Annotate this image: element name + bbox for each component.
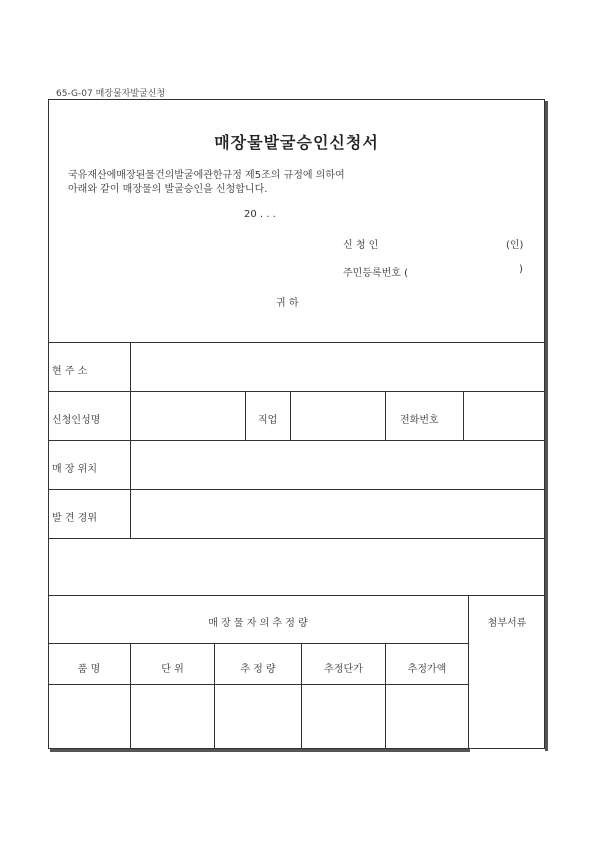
intro-line-1: 국유재산에매장된물건의발굴에관한규정 제5조의 규정에 의하여 [68,170,345,181]
rule-row-5 [48,595,545,596]
estimated-value-cell[interactable] [386,685,467,748]
col-estimated-quantity: 추 정 량 [240,664,276,675]
resident-number-close: ) [519,264,523,275]
occupation-field[interactable] [291,392,384,439]
phone-field[interactable] [464,392,544,439]
estimated-unit-price-cell[interactable] [302,685,384,748]
addressee: 귀 하 [276,298,299,309]
form-title: 매장물발굴승인신청서 [214,133,379,152]
burial-location-label: 매 장 위치 [52,464,97,475]
col-estimated-unit-price: 추정단가 [324,664,363,675]
applicant-label: 신 청 인 [343,240,379,251]
address-field[interactable] [131,343,544,390]
attachments-cell[interactable] [469,644,544,748]
divider-phone-label [385,391,386,440]
occupation-label: 직업 [258,415,278,426]
col-unit: 단 위 [161,664,184,675]
col-estimated-value: 추정가액 [407,664,447,675]
item-name-cell[interactable] [49,685,129,748]
date-field[interactable]: 20 . . . [244,209,276,220]
frame-shadow-right [545,101,548,751]
resident-number-label: 주민등록번호 ( [343,268,409,279]
phone-label: 전화번호 [400,415,439,426]
address-label: 현 주 소 [52,366,88,377]
intro-line-2: 아래와 같이 매장물의 발굴승인을 신청합니다. [68,184,268,195]
discovery-label: 발 견 경위 [52,513,97,524]
discovery-field[interactable] [131,490,544,537]
attachments-label: 첨부서류 [487,618,527,629]
frame-shadow-bottom [50,749,470,752]
estimated-quantity-cell[interactable] [215,685,300,748]
unit-cell[interactable] [131,685,213,748]
seal-mark: (인) [506,240,524,251]
notes-area[interactable] [49,539,544,594]
burial-location-field[interactable] [131,441,544,488]
estimate-section-title: 매 장 물 자 의 추 정 량 [208,618,308,629]
form-code: 65-G-07 매장물자발굴신청 [56,89,166,99]
rule-estimate-title [48,643,468,644]
divider-name-job [245,391,246,440]
applicant-name-field[interactable] [131,392,244,439]
col-item-name: 품 명 [77,664,101,675]
applicant-name-label: 신청인성명 [52,415,101,426]
